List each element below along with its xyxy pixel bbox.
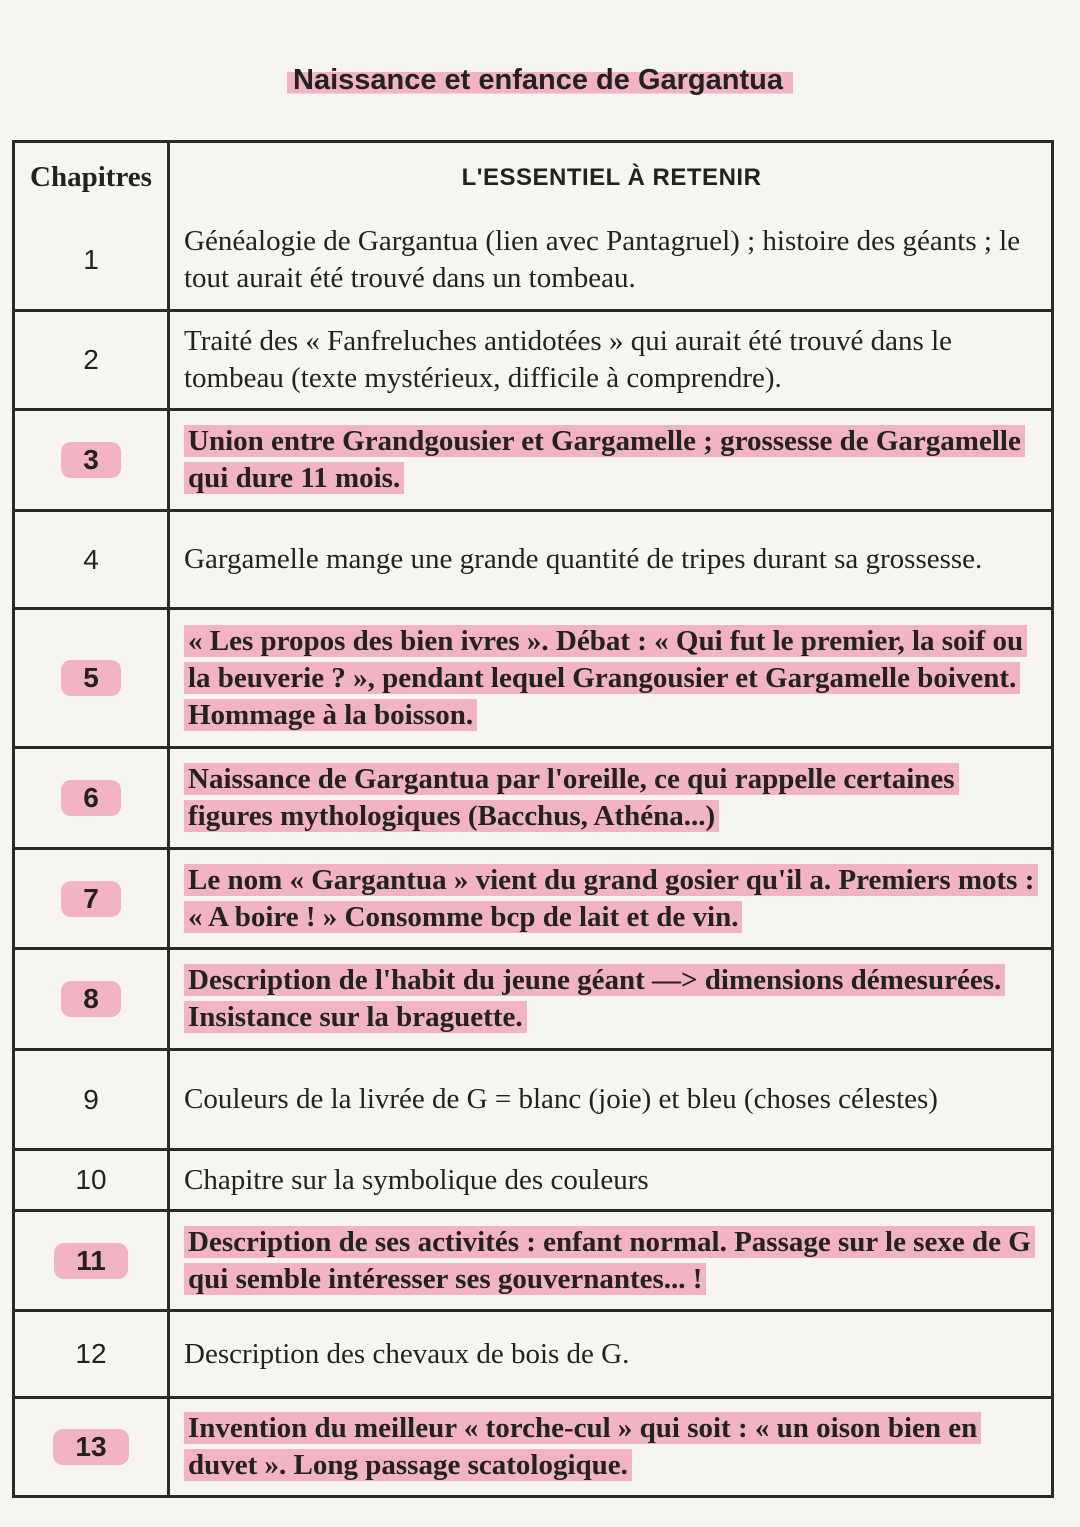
- chapter-number: 10: [75, 1164, 107, 1195]
- chapter-summary-cell: [170, 749, 1051, 847]
- table-header-row: [15, 143, 1051, 211]
- chapter-summary-cell: [170, 1051, 1051, 1148]
- chapter-summary: Généalogie de Gargantua (lien avec Pantagruel) ; histoire des géants ; le tout aurait été trouvé dans un tombeau.: [184, 225, 1021, 294]
- chapter-summary-cell: [170, 950, 1051, 1048]
- chapters-table: [12, 140, 1054, 1498]
- table-row: [15, 746, 1051, 847]
- chapter-summary-cell: [170, 512, 1051, 607]
- chapter-number-cell: [15, 211, 170, 309]
- chapter-number-cell: [15, 1312, 170, 1396]
- chapter-number: 7: [61, 881, 121, 917]
- table-row: [15, 1148, 1051, 1209]
- chapter-summary: Chapitre sur la symbolique des couleurs: [184, 1163, 649, 1196]
- chapter-number-cell: [15, 850, 170, 947]
- chapter-summary: Description des chevaux de bois de G.: [184, 1337, 630, 1370]
- chapter-number: 6: [61, 780, 121, 816]
- chapter-number: 11: [54, 1243, 128, 1279]
- chapter-summary: Gargamelle mange une grande quantité de tripes durant sa grossesse.: [184, 543, 983, 575]
- chapter-number: 1: [83, 244, 99, 275]
- chapter-number-cell: [15, 512, 170, 607]
- table-row: [15, 847, 1051, 947]
- chapter-number-cell: [15, 411, 170, 509]
- table-row: [15, 1396, 1051, 1495]
- table-row: [15, 309, 1051, 408]
- chapter-summary-cell: [170, 610, 1051, 746]
- page-title: [0, 64, 1080, 97]
- chapter-number: 4: [83, 543, 99, 575]
- chapter-number-cell: [15, 1051, 170, 1148]
- chapter-number-cell: [15, 610, 170, 746]
- chapter-summary-cell: [170, 1312, 1051, 1396]
- table-row: [15, 211, 1051, 309]
- page-title-text: Naissance et enfance de Gargantua: [287, 64, 793, 96]
- chapter-number-cell: [15, 950, 170, 1048]
- chapter-summary: Union entre Grandgousier et Gargamelle ; grossesse de Gargamelle qui dure 11 mois.: [184, 425, 1025, 494]
- chapter-number: 12: [75, 1338, 107, 1369]
- chapter-number: 8: [61, 981, 121, 1017]
- table-row: [15, 408, 1051, 509]
- chapter-summary-cell: [170, 850, 1051, 947]
- chapter-summary: Description de ses activités : enfant normal. Passage sur le sexe de G qui semble intéresser ses gouvernantes... !: [184, 1226, 1035, 1295]
- chapter-summary-cell: [170, 1212, 1051, 1309]
- chapter-summary: « Les propos des bien ivres ». Débat : « Qui fut le premier, la soif ou la beuverie ? », pendant lequel Grangousier et Gargamelle boivent. Hommage à la boisson.: [184, 625, 1027, 731]
- chapter-summary: Description de l'habit du jeune géant —> dimensions démesurées. Insistance sur la braguette.: [184, 964, 1005, 1033]
- chapter-number: 3: [61, 442, 121, 478]
- chapter-summary: Traité des « Fanfreluches antidotées » qui aurait été trouvé dans le tombeau (texte mystérieux, difficile à comprendre).: [184, 325, 953, 394]
- chapter-summary: Naissance de Gargantua par l'oreille, ce qui rappelle certaines figures mythologiques (Bacchus, Athéna...): [184, 763, 959, 832]
- chapter-summary: Couleurs de la livrée de G = blanc (joie) et bleu (choses célestes): [184, 1083, 938, 1115]
- chapter-number-cell: [15, 749, 170, 847]
- chapter-number-cell: [15, 1399, 170, 1495]
- chapter-number-cell: [15, 1212, 170, 1309]
- chapter-summary-cell: [170, 411, 1051, 509]
- chapter-summary: Le nom « Gargantua » vient du grand gosier qu'il a. Premiers mots : « A boire ! » Consomme bcp de lait et de vin.: [184, 864, 1038, 933]
- table-row: [15, 1309, 1051, 1396]
- table-row: [15, 1048, 1051, 1148]
- chapter-number-cell: [15, 1151, 170, 1209]
- table-row: [15, 1209, 1051, 1309]
- table-row: [15, 607, 1051, 746]
- header-essentiel: L'ESSENTIEL À RETENIR: [461, 163, 762, 191]
- chapter-number: 5: [61, 660, 121, 696]
- chapter-number: 9: [83, 1083, 99, 1115]
- chapter-summary-cell: [170, 1151, 1051, 1209]
- chapter-summary-cell: [170, 1399, 1051, 1495]
- table-row: [15, 509, 1051, 607]
- chapter-number: 13: [53, 1429, 128, 1465]
- chapter-number: 2: [83, 344, 99, 375]
- chapter-summary: Invention du meilleur « torche-cul » qui soit : « un oison bien en duvet ». Long passage scatologique.: [184, 1412, 981, 1481]
- header-chapitres: Chapitres: [15, 143, 170, 211]
- chapter-number-cell: [15, 312, 170, 408]
- chapter-summary-cell: [170, 312, 1051, 408]
- chapter-summary-cell: [170, 211, 1051, 309]
- table-row: [15, 947, 1051, 1048]
